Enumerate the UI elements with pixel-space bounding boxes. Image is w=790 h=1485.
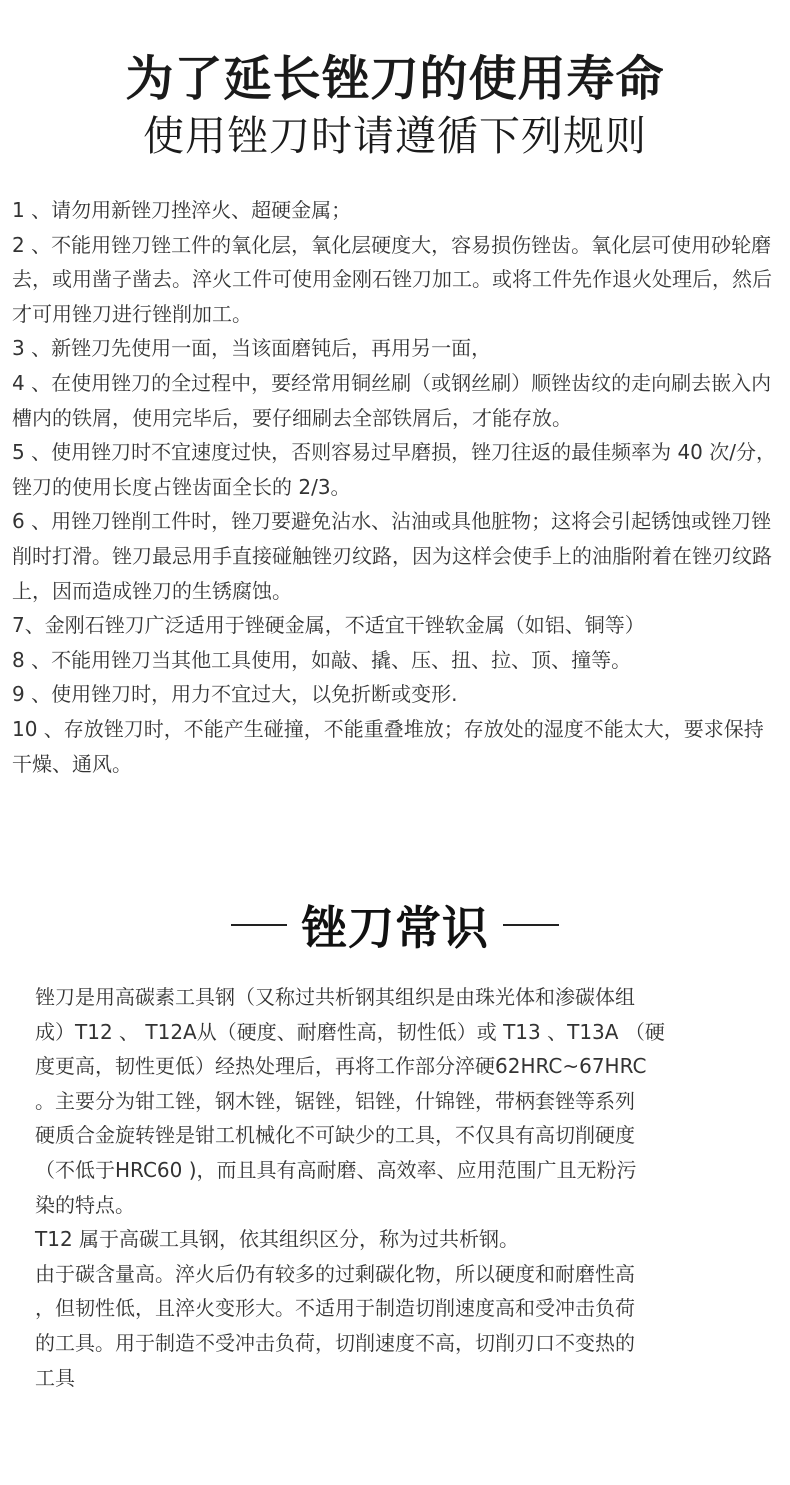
- rule-item: 3 、新锉刀先使用一面，当该面磨钝后，再用另一面，: [12, 336, 492, 361]
- rule-item: 1 、请勿用新锉刀挫淬火、超硬金属；: [12, 198, 352, 222]
- rule-item: 6 、用锉刀锉削工件时，锉刀要避免沾水、沾油或具他脏物；这将会引起锈蚀或锉刀锉削时打滑。锉刀最忌用手直接碰触锉刃纹路，因为这样会使手上的油脂附着在锉刃纹路上，因而造成锉刀的生锈腐蚀。: [12, 509, 772, 603]
- knowledge-line: 由于碳含量高。淬火后仍有较多的过剩碳化物，所以硬度和耐磨性高: [35, 1261, 635, 1286]
- knowledge-line: 成）T12 、 T12A从（硬度、耐磨性高，韧性低）或 T13 、T13A （硬: [35, 1019, 665, 1044]
- rule-item: 10 、存放锉刀时，不能产生碰撞，不能重叠堆放；存放处的湿度不能太大，要求保持干燥、通风。: [12, 716, 764, 776]
- knowledge-line: 度更高，韧性更低）经热处理后，再将工作部分淬硬62HRC~67HRC: [35, 1054, 647, 1079]
- page-header: [0, 50, 790, 162]
- rule-item: 5 、使用锉刀时不宜速度过快，否则容易过早磨损，锉刀往返的最佳频率为 40 次/分，锉刀的使用长度占锉齿面全长的 2/3。: [12, 440, 776, 499]
- knowledge-line: （不低于HRC60 )，而且具有高耐磨、高效率、应用范围广且无粉污: [35, 1157, 637, 1182]
- knowledge-line: 。主要分为钳工锉，钢木锉，锯锉，铝锉，什锦锉，带柄套锉等系列: [35, 1088, 635, 1113]
- rules-list: [12, 193, 782, 781]
- knowledge-line: T12 属于高碳工具钢，依其组织区分，称为过共析钢。: [35, 1227, 520, 1252]
- section-divider-right: [503, 924, 559, 926]
- knowledge-line: 锉刀是用高碳素工具钢（又称过共析钢其组织是由珠光体和渗碳体组: [35, 985, 635, 1009]
- page-subtitle: 使用锉刀时请遵循下列规则: [143, 112, 647, 160]
- knowledge-line: 工具: [35, 1365, 75, 1390]
- rule-item: 7、金刚石锉刀广泛适用于锉硬金属，不适宜干锉软金属（如铝、铜等）: [12, 613, 645, 638]
- rule-item: 2 、不能用锉刀锉工件的氧化层，氧化层硬度大，容易损伤锉齿。氧化层可使用砂轮磨去，或用凿子凿去。淬火工件可使用金刚石锉刀加工。或将工件先作退火处理后，然后才可用锉刀进行锉削加工。: [12, 232, 772, 326]
- knowledge-section-header: [0, 890, 790, 960]
- section-title: 锉刀常识: [301, 901, 489, 955]
- knowledge-line: 的工具。用于制造不受冲击负荷，切削速度不高，切削刃口不变热的: [35, 1330, 635, 1355]
- rule-item: 4 、在使用锉刀的全过程中，要经常用铜丝刷（或钢丝刷）顺锉齿纹的走向刷去嵌入内槽内的铁屑，使用完毕后，要仔细刷去全部铁屑后，才能存放。: [12, 370, 772, 430]
- knowledge-line: 染的特点。: [35, 1192, 135, 1217]
- page-title: 为了延长锉刀的使用寿命: [125, 51, 665, 107]
- knowledge-text: [35, 980, 765, 1395]
- knowledge-line: 硬质合金旋转锉是钳工机械化不可缺少的工具，不仅具有高切削硬度: [35, 1123, 635, 1148]
- section-divider-left: [231, 924, 287, 926]
- rule-item: 8 、不能用锉刀当其他工具使用，如敲、撬、压、扭、拉、顶、撞等。: [12, 647, 632, 672]
- knowledge-line: ，但韧性低，且淬火变形大。不适用于制造切削速度高和受冲击负荷: [35, 1296, 635, 1321]
- rule-item: 9 、使用锉刀时，用力不宜过大，以免折断或变形.: [12, 682, 458, 707]
